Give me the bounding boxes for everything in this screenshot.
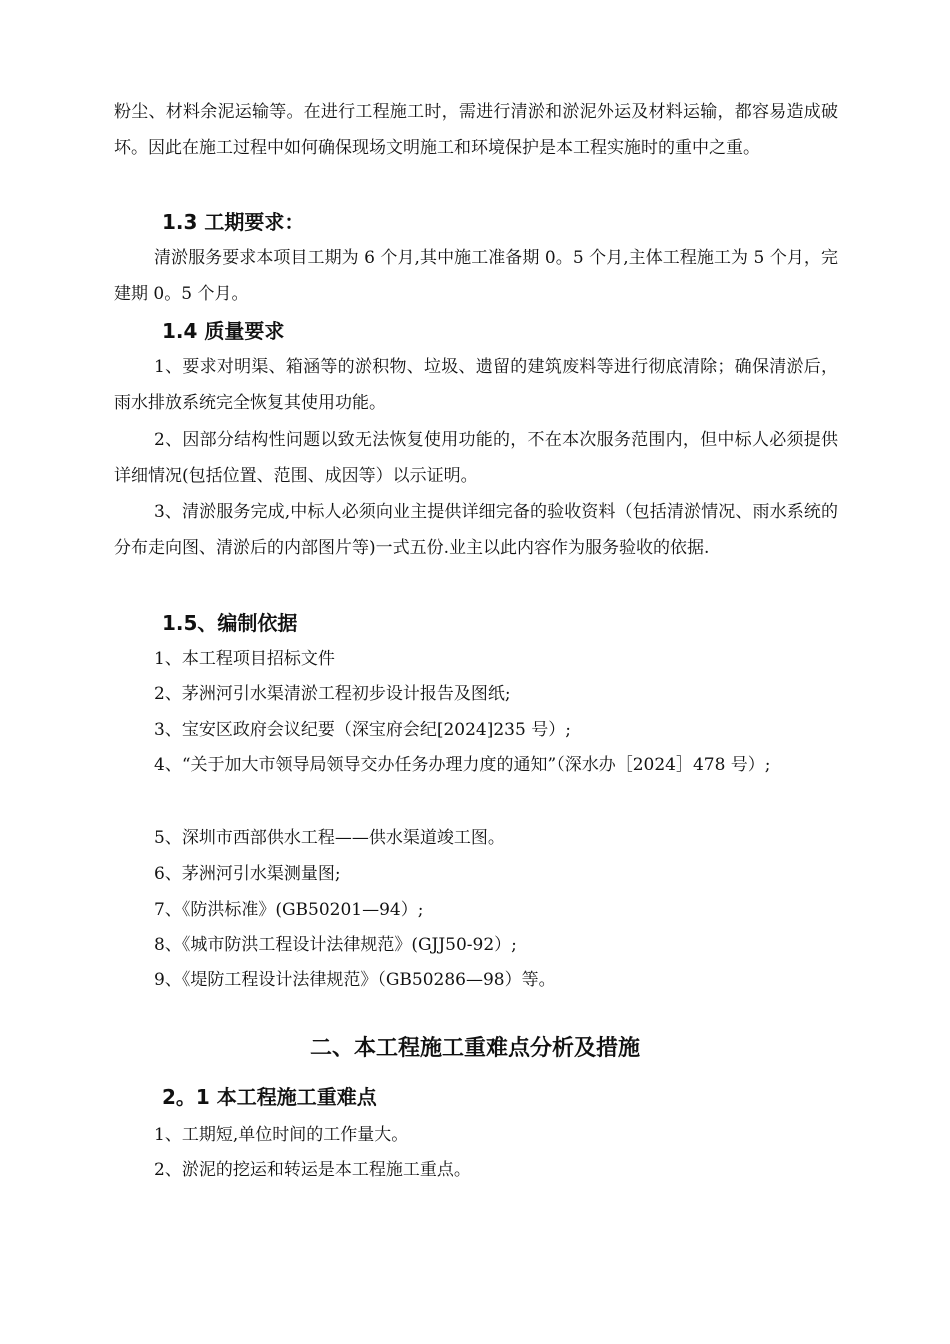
basis-item-2: 2、茅洲河引水渠清淤工程初步设计报告及图纸;: [154, 684, 511, 704]
basis-item-9: 9、《堤防工程设计法律规范》（GB50286—98）等。: [154, 970, 556, 990]
quality-item-3: 3、清淤服务完成,中标人必须向业主提供详细完备的验收资料（包括清淤情况、雨水系统的分布走向图、清淤后的内部图片等)一式五份.业主以此内容作为服务验收的依据.: [114, 502, 838, 558]
basis-item-5: 5、深圳市西部供水工程——供水渠道竣工图。: [154, 828, 505, 848]
basis-item-1: 1、本工程项目招标文件: [154, 649, 335, 669]
section-1-5-heading: 1.5、编制依据: [162, 611, 298, 635]
section-2-1-heading: 2。1 本工程施工重难点: [162, 1085, 377, 1109]
basis-item-6: 6、茅洲河引水渠测量图;: [154, 864, 341, 884]
basis-item-3: 3、宝安区政府会议纪要（深宝府会纪[2024]235 号）;: [154, 720, 571, 740]
section-1-3-heading: 1.3 工期要求：: [162, 210, 305, 234]
chapter-2-title: 二、本工程施工重难点分析及措施: [309, 1036, 640, 1061]
difficulty-item-1: 1、工期短,单位时间的工作量大。: [154, 1125, 409, 1145]
basis-item-7: 7、《防洪标准》(GB50201—94）;: [154, 900, 424, 920]
quality-item-2: 2、因部分结构性问题以致无法恢复使用功能的，不在本次服务范围内，但中标人必须提供详细情况(包括位置、范围、成因等）以示证明。: [114, 430, 838, 486]
difficulty-item-2: 2、淤泥的挖运和转运是本工程施工重点。: [154, 1160, 471, 1180]
basis-item-4: 4、“关于加大市领导局领导交办任务办理力度的通知”（深水办［2024］478 号）;: [154, 755, 771, 775]
section-1-3-paragraph: 清淤服务要求本项目工期为 6 个月,其中施工准备期 0。5 个月,主体工程施工为 5 个月，完建期 0。5 个月。: [114, 248, 838, 304]
section-1-4-heading: 1.4 质量要求: [162, 319, 285, 343]
quality-item-1: 1、要求对明渠、箱涵等的淤积物、垃圾、遗留的建筑废料等进行彻底清除；确保清淤后，雨水排放系统完全恢复其使用功能。: [114, 357, 838, 413]
intro-paragraph: 粉尘、材料余泥运输等。在进行工程施工时，需进行清淤和淤泥外运及材料运输，都容易造成破坏。因此在施工过程中如何确保现场文明施工和环境保护是本工程实施时的重中之重。: [114, 102, 838, 158]
basis-item-8: 8、《城市防洪工程设计法律规范》(GJJ50-92）;: [154, 935, 517, 955]
